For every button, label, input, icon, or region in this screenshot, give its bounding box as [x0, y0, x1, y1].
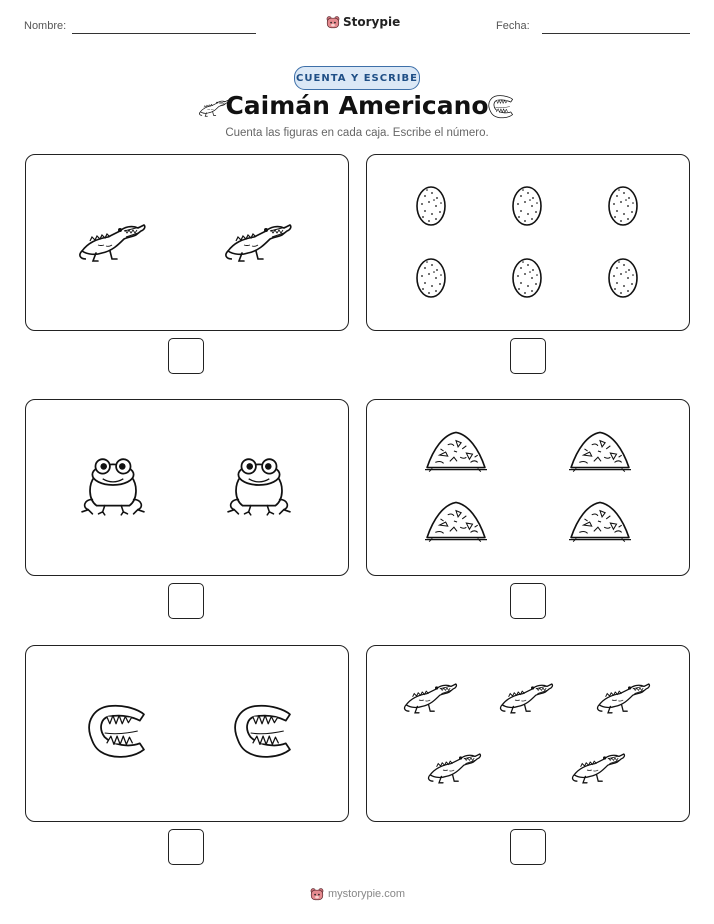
brand-logo — [326, 14, 400, 30]
count-box-2 — [366, 154, 690, 331]
answer-box-4[interactable] — [510, 583, 546, 619]
nest-mound-icon — [425, 428, 487, 474]
alligator-icon — [571, 746, 627, 786]
answer-box-2[interactable] — [510, 338, 546, 374]
count-box-3 — [25, 399, 349, 576]
activity-badge: CUENTA Y ESCRIBE — [294, 66, 420, 90]
name-line[interactable] — [72, 33, 256, 34]
alligator-icon — [596, 676, 652, 716]
footer-url[interactable]: mystorypie.com — [328, 888, 406, 900]
egg-icon — [510, 256, 544, 300]
egg-icon — [606, 256, 640, 300]
count-box-4 — [366, 399, 690, 576]
frog-icon — [226, 454, 292, 518]
answer-box-1[interactable] — [168, 338, 204, 374]
jaws-icon — [84, 702, 146, 762]
answer-box-3[interactable] — [168, 583, 204, 619]
nest-mound-icon — [569, 498, 631, 544]
answer-box-6[interactable] — [510, 829, 546, 865]
instructions: Cuenta las figuras en cada caja. Escribe el número. — [225, 127, 489, 139]
alligator-icon — [427, 746, 483, 786]
date-label: Fecha: — [496, 20, 530, 32]
alligator-icon — [499, 676, 555, 716]
alligator-icon — [224, 215, 294, 265]
brand-name: Storypie — [343, 15, 401, 29]
frog-icon — [80, 454, 146, 518]
count-box-6 — [366, 645, 690, 822]
nest-mound-icon — [425, 498, 487, 544]
bear-logo-icon — [310, 886, 324, 902]
bear-logo-icon — [326, 14, 340, 30]
nest-mound-icon — [569, 428, 631, 474]
alligator-icon — [403, 676, 459, 716]
date-line[interactable] — [542, 33, 690, 34]
answer-box-5[interactable] — [168, 829, 204, 865]
name-label: Nombre: — [24, 20, 67, 32]
count-box-1 — [25, 154, 349, 331]
alligator-icon — [78, 215, 148, 265]
egg-icon — [606, 184, 640, 228]
page-title: Caimán Americano — [225, 91, 489, 120]
egg-icon — [510, 184, 544, 228]
count-box-5 — [25, 645, 349, 822]
jaws-icon — [486, 94, 514, 120]
footer — [310, 886, 405, 902]
egg-icon — [414, 184, 448, 228]
egg-icon — [414, 256, 448, 300]
jaws-icon — [230, 702, 292, 762]
